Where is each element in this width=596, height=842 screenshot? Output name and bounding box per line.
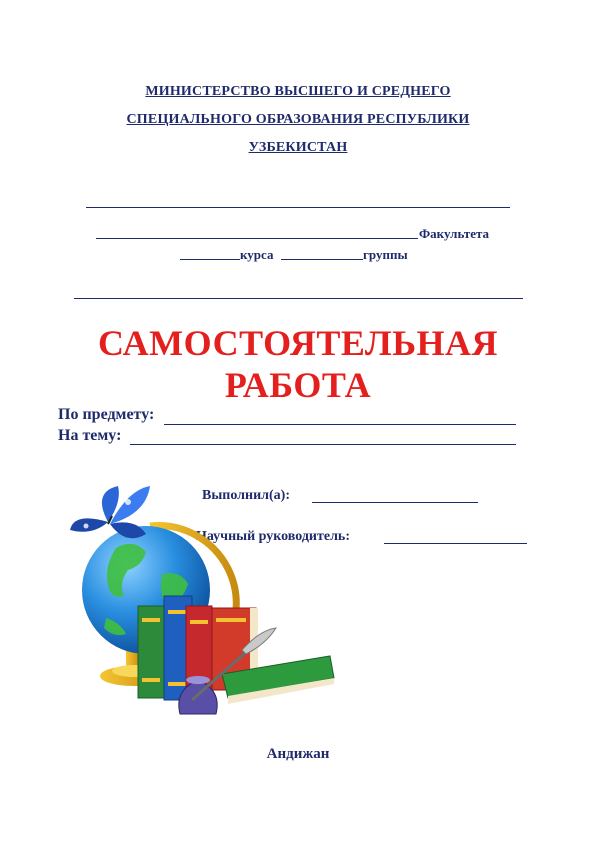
supervisor-label: Научный руководитель: bbox=[196, 529, 350, 544]
ministry-line-1: МИНИСТЕРСТВО ВЫСШЕГО И СРЕДНЕГО bbox=[145, 84, 451, 99]
course-label: курса bbox=[240, 247, 274, 262]
university-blank-line bbox=[86, 207, 510, 208]
topic-label: На тему: bbox=[58, 427, 122, 444]
topic-blank-line bbox=[130, 444, 516, 445]
globe-books-butterfly-icon bbox=[66, 478, 338, 720]
title-line-1: САМОСТОЯТЕЛЬНАЯ bbox=[97, 323, 499, 363]
city-label: Андижан bbox=[266, 746, 330, 762]
subject-blank-line bbox=[164, 424, 516, 425]
faculty-blank-line bbox=[96, 238, 418, 239]
group-blank-line bbox=[281, 259, 363, 260]
performed-label: Выполнил(а): bbox=[202, 488, 290, 503]
title-line-2: РАБОТА bbox=[224, 365, 372, 405]
department-blank-line bbox=[74, 298, 523, 299]
supervisor-blank-line bbox=[384, 543, 527, 544]
faculty-label: Факультета bbox=[419, 226, 490, 241]
group-label: группы bbox=[363, 247, 408, 262]
ministry-line-3: УЗБЕКИСТАН bbox=[248, 140, 348, 155]
ministry-line-2: СПЕЦИАЛЬНОГО ОБРАЗОВАНИЯ РЕСПУБЛИКИ bbox=[126, 112, 470, 127]
course-blank-line bbox=[180, 259, 240, 260]
subject-label: По предмету: bbox=[58, 406, 155, 423]
